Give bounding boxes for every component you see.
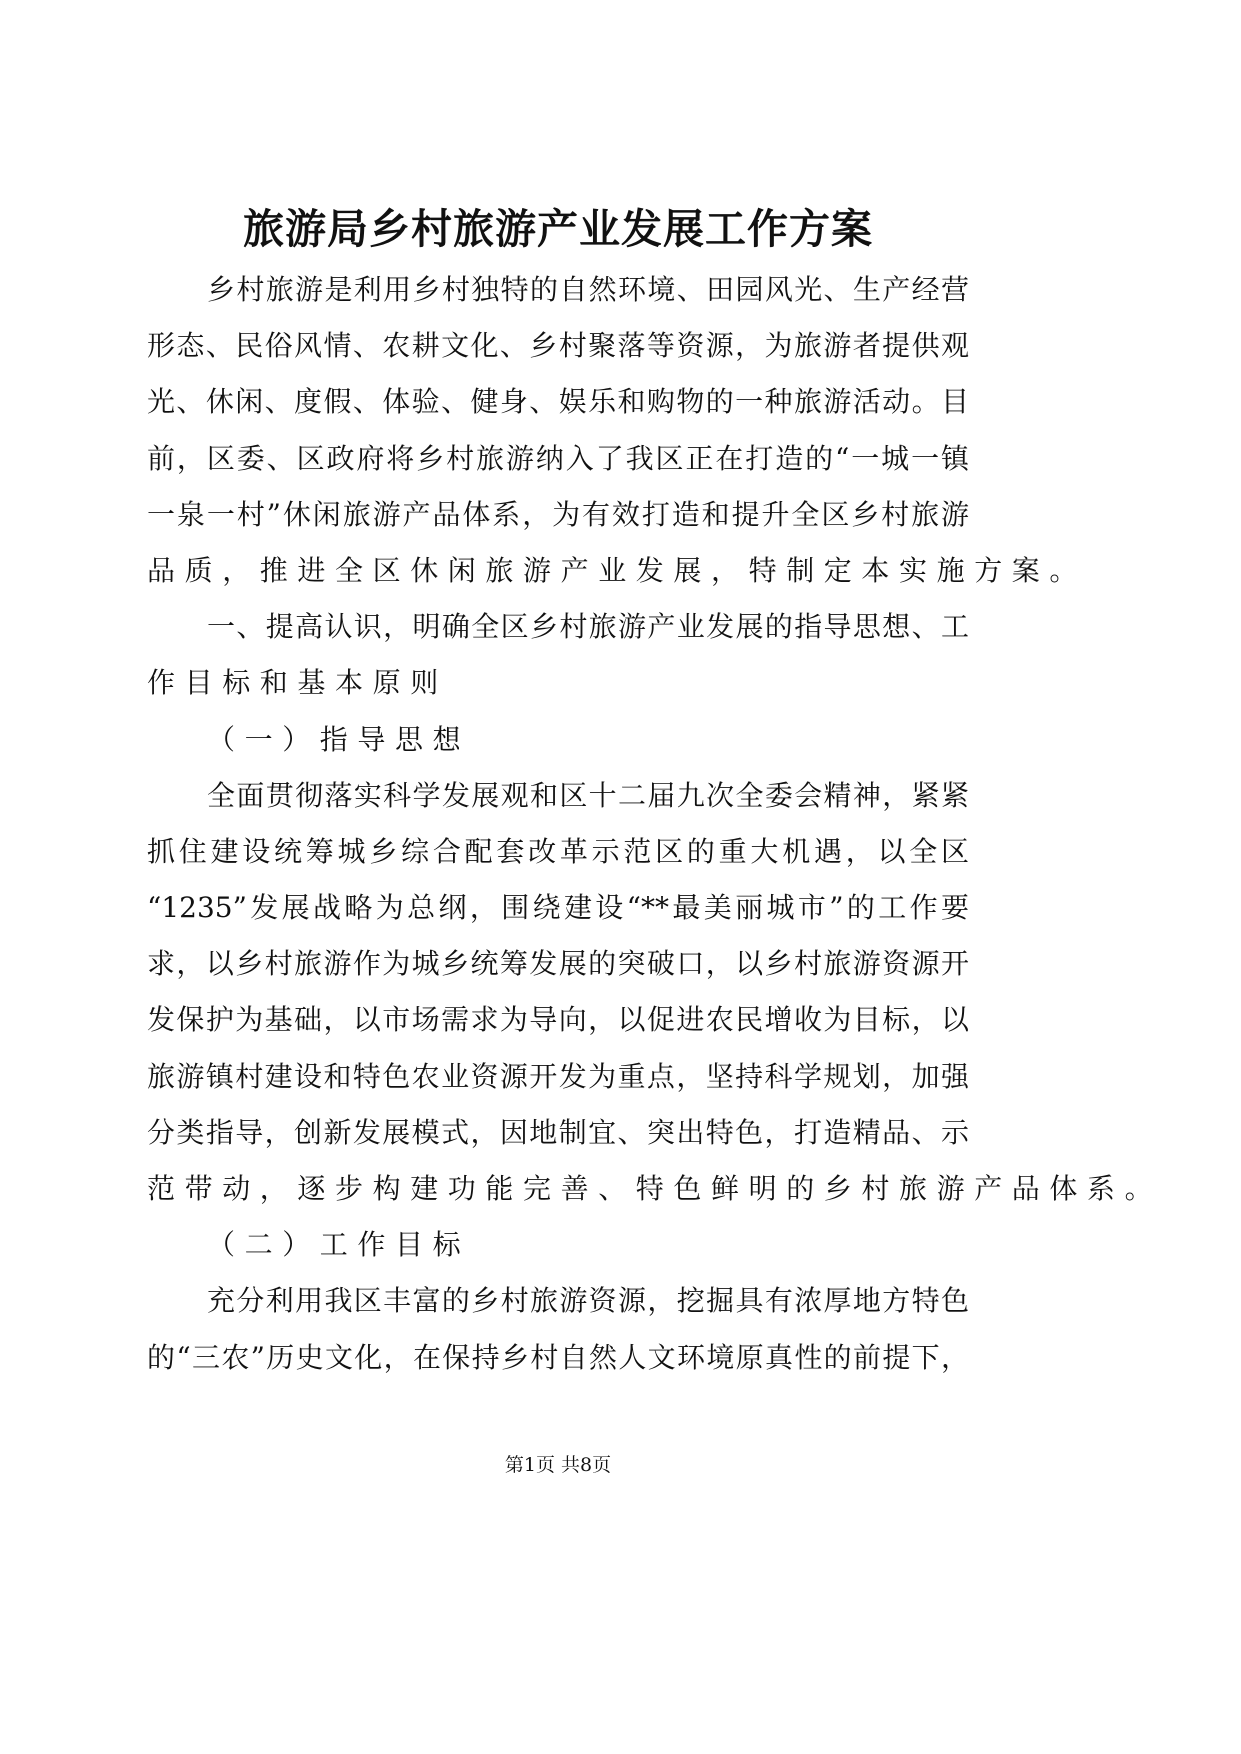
- text-line: 范带动，逐步构建功能完善、特色鲜明的乡村旅游产品体系。: [147, 1172, 1163, 1205]
- document-title: 旅游局乡村旅游产业发展工作方案: [243, 205, 873, 253]
- paragraph: [147, 768, 1163, 1218]
- text-line: （二）工作目标: [207, 1228, 471, 1262]
- text-line: 求，以乡村旅游作为城乡统筹发展的突破口，以乡村旅游资源开: [147, 947, 969, 981]
- text-line: 充分利用我区丰富的乡村旅游资源，挖掘具有浓厚地方特色: [207, 1284, 969, 1318]
- text-line: 一泉一村”休闲旅游产品体系，为有效打造和提升全区乡村旅游: [147, 497, 969, 531]
- text-line: 前，区委、区政府将乡村旅游纳入了我区正在打造的“一城一镇: [147, 441, 969, 475]
- text-line: 品质，推进全区休闲旅游产业发展，特制定本实施方案。: [147, 553, 1088, 587]
- text-line: 抓住建设统筹城乡综合配套改革示范区的重大机遇，以全区: [147, 834, 969, 868]
- paragraph: [147, 1217, 969, 1273]
- text-line: （一）指导思想: [207, 722, 471, 756]
- text-line: 作目标和基本原则: [147, 666, 448, 700]
- page-footer: 第1页 共8页: [504, 1454, 612, 1476]
- text-line: 光、休闲、度假、体验、健身、娱乐和购物的一种旅游活动。目: [147, 385, 969, 419]
- text-line: 全面贯彻落实科学发展观和区十二届九次全委会精神，紧紧: [207, 778, 969, 812]
- paragraph: [147, 599, 969, 711]
- text-line: 旅游镇村建设和特色农业资源开发为重点，坚持科学规划，加强: [147, 1059, 969, 1093]
- text-line: “1235”发展战略为总纲，围绕建设“**最美丽城市”的工作要: [147, 891, 969, 925]
- text-line: 一、提高认识，明确全区乡村旅游产业发展的指导思想、工: [207, 610, 969, 644]
- text-line: 发保护为基础，以市场需求为导向，以促进农民增收为目标，以: [147, 1003, 969, 1037]
- document-body: [147, 262, 1163, 1386]
- text-line: 的“三农”历史文化，在保持乡村自然人文环境原真性的前提下，: [147, 1340, 969, 1374]
- text-line: 分类指导，创新发展模式，因地制宜、突出特色，打造精品、示: [147, 1115, 969, 1149]
- text-line: 乡村旅游是利用乡村独特的自然环境、田园风光、生产经营: [207, 273, 969, 306]
- paragraph: [147, 262, 1088, 599]
- text-line: 形态、民俗风情、农耕文化、乡村聚落等资源，为旅游者提供观: [147, 329, 969, 363]
- paragraph: [147, 712, 969, 768]
- paragraph: [147, 1273, 969, 1385]
